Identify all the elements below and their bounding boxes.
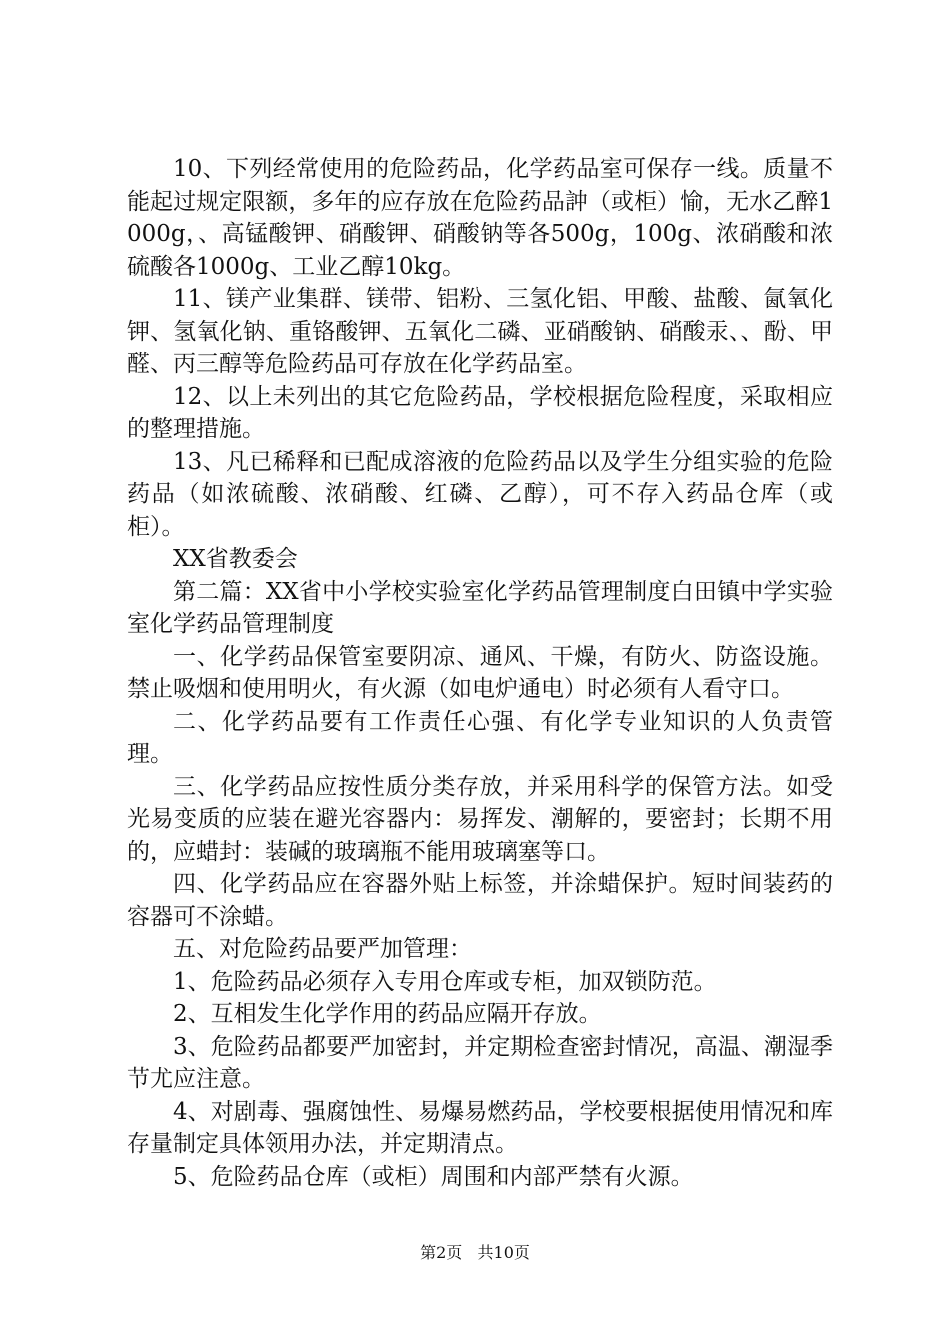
rule-one: 一、化学药品保管室要阴凉、通风、干燥，有防火、防盗设施。禁止吸烟和使用明火，有火源（如电炉通电）时必须有人看守口。 [127,643,833,702]
rule-four: 四、化学药品应在容器外贴上标签，并涂蜡保护。短时间装药的容器可不涂蜡。 [127,871,833,930]
rule-three: 三、化学药品应按性质分类存放，并采用科学的保管方法。如受光易变质的应装在避光容器内：易挥发、潮解的，要密封；长期不用的，应蜡封：装碱的玻璃瓶不能用玻璃塞等口。 [127,773,833,865]
paragraph-item-11: 11、镁产业集群、镁带、铝粉、三氢化铝、甲酸、盐酸、氤氧化钾、氢氧化钠、重铬酸钾、五氧化二磷、亚硝酸钠、硝酸汞、、酚、甲醛、丙三醇等危险药品可存放在化学药品室。 [127,286,833,377]
page-number: 第2页 [420,1243,463,1262]
rule-five-item-4: 4、对剧毒、强腐蚀性、易爆易燃药品，学校要根据使用情况和库存量制定具体领用办法，并定期清点。 [127,1098,833,1157]
rule-five-item-3: 3、危险药品都要严加密封，并定期检查密封情况，高温、潮湿季节尤应注意。 [127,1033,833,1092]
section-heading-part-two: 第二篇：XX省中小学校实验室化学药品管理制度白田镇中学实验室化学药品管理制度 [127,578,833,637]
paragraph-item-10: 10、下列经常使用的危险药品，化学药品室可保存一线。质量不能起过规定限额，多年的应存放在危险药品訲（或柜）愉，无水乙醉1000g，、高锰酸钾、硝酸钾、硝酸钠等各500g，100g、浓硝酸和浓硫酸各1000g、工业乙醇10kg。 [127,156,833,280]
rule-five-item-5: 5、危险药品仓库（或柜）周围和内部严禁有火源。 [173,1163,694,1190]
page-separator [467,1243,472,1262]
rule-five-item-1: 1、危险药品必须存入专用仓库或专柜，加双锁防范。 [173,968,717,995]
rule-five-item-2: 2、互相发生化学作用的药品应隔开存放。 [173,1001,602,1027]
issuer-line: XX省教委会 [173,546,298,572]
paragraph-item-12: 12、以上未列出的其它危险药品，学校根据危险程度，采取相应的整理措施。 [127,383,833,442]
page-footer [0,1242,950,1264]
document-body [127,153,833,1193]
page-total: 共10页 [477,1243,530,1262]
rule-two: 二、化学药品要有工作责任心强、有化学专业知识的人负责管理。 [127,708,833,767]
paragraph-item-13: 13、凡已稀释和已配成溶液的危险药品以及学生分组实验的危险药品（如浓硫酸、浓硝酸、红磷、乙醇），可不存入药品仓库（或柜）。 [127,448,833,540]
rule-five-heading: 五、对危险药品要严加管理： [173,936,472,962]
